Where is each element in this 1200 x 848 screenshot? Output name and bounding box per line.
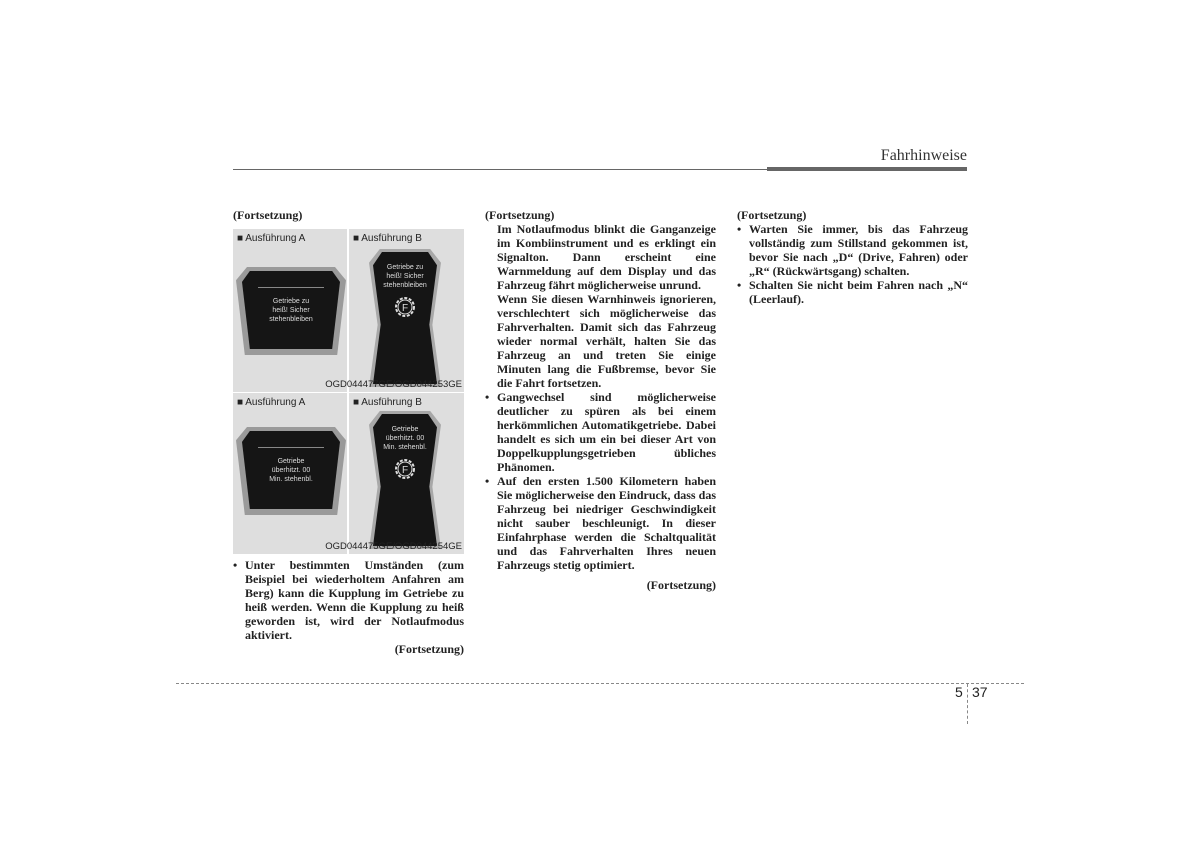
continuation-label: (Fortsetzung) bbox=[485, 208, 555, 222]
continuation-label: (Fortsetzung) bbox=[737, 208, 807, 222]
figure-overheat-warning bbox=[233, 229, 464, 392]
gear-warning-icon bbox=[392, 456, 418, 482]
middle-column bbox=[485, 208, 716, 592]
figure-code: OGD044477GE/OGD044253GE bbox=[325, 379, 462, 390]
list-item: • Schalten Sie nicht beim Fahren nach „N“ (Leerlauf). bbox=[737, 278, 968, 306]
figure-variant-b bbox=[349, 229, 464, 392]
left-column bbox=[233, 208, 464, 222]
svg-text:F: F bbox=[401, 303, 409, 314]
display-message: Getriebe überhitzt. 00 Min. stehenbl. bbox=[269, 458, 313, 483]
continuation-label: (Fortsetzung) bbox=[646, 578, 716, 592]
continuation-label: (Fortsetzung) bbox=[394, 642, 464, 656]
display-message: Getriebe überhitzt. 00 Min. stehenbl. bbox=[383, 426, 427, 451]
instrument-cluster-display bbox=[369, 249, 441, 387]
paragraph: Im Notlaufmodus blinkt die Ganganzeige im Kombiinstrument und es erklingt ein Signalton. Dann erscheint eine Warnmeldung auf dem Display und das Fahrzeug fährt möglicherweise unrund. bbox=[497, 222, 716, 292]
list-item: • Gangwechsel sind möglicherweise deutlicher zu spüren als bei einem herkömmlichen Automatikgetriebe. Dabei handelt es sich um ein bei dieser Art von Doppelkupplungsgetrieben übliches Phänomen. bbox=[485, 390, 716, 474]
list-item: • Unter bestimmten Umständen (zum Beispiel bei wiederholtem Anfahren am Berg) kann die Kupplung im Getriebe zu heiß werden. Wenn die Kupplung zu heiß geworden ist, wird der Notlaufmodus aktiviert. bbox=[233, 558, 464, 642]
variant-b-label: ■ Ausführung B bbox=[353, 233, 422, 244]
svg-text:F: F bbox=[401, 465, 409, 476]
figure-variant-a bbox=[233, 229, 347, 392]
figure-variant-a bbox=[233, 393, 347, 554]
figure-variant-b bbox=[349, 393, 464, 554]
instrument-cluster-display bbox=[236, 267, 346, 355]
instrument-cluster-display bbox=[369, 411, 441, 549]
display-message: Getriebe zu heiß! Sicher stehenbleiben bbox=[269, 298, 313, 323]
instrument-cluster-display bbox=[236, 427, 346, 515]
paragraph: Wenn Sie diesen Warnhinweis ignorieren, verschlechtert sich möglicherweise das Fahrverhalten. Damit sich das Fahrzeug wieder normal verhält, halten Sie das Fahrzeug an und treten Sie einige Minuten lang die Fußbremse, bevor Sie die Fahrt fortsetzen. bbox=[497, 292, 716, 390]
variant-a-label: ■ Ausführung A bbox=[237, 397, 306, 408]
gear-warning-icon bbox=[392, 294, 418, 320]
chapter-number: 5 bbox=[955, 684, 963, 700]
page-header-title: Fahrhinweise bbox=[880, 147, 967, 164]
variant-b-label: ■ Ausführung B bbox=[353, 397, 422, 408]
continuation-label: (Fortsetzung) bbox=[233, 208, 303, 222]
header-rule-accent bbox=[767, 167, 967, 171]
right-column bbox=[737, 208, 968, 306]
footer-rule bbox=[176, 683, 1024, 684]
display-message: Getriebe zu heiß! Sicher stehenbleiben bbox=[383, 264, 427, 289]
page-number: 37 bbox=[972, 684, 988, 700]
variant-a-label: ■ Ausführung A bbox=[237, 233, 306, 244]
list-item: • Auf den ersten 1.500 Kilometern haben Sie möglicherweise den Eindruck, dass das Fahrzeug bei niedriger Geschwindigkeit nicht sauber beschleunigt. In dieser Einfahrphase werden die Schaltqualität und das Fahrverhalten Ihres neuen Fahrzeugs stetig optimiert. bbox=[485, 474, 716, 572]
page-number-divider bbox=[967, 684, 968, 724]
left-column-body bbox=[233, 558, 464, 656]
figure-overheated-wait bbox=[233, 393, 464, 554]
figure-code: OGD044475GE/OGD044254GE bbox=[325, 541, 462, 552]
list-item: • Warten Sie immer, bis das Fahrzeug vollständig zum Stillstand gekommen ist, bevor Sie nach „D“ (Drive, Fahren) oder „R“ (Rückwärtsgang) schalten. bbox=[737, 222, 968, 278]
